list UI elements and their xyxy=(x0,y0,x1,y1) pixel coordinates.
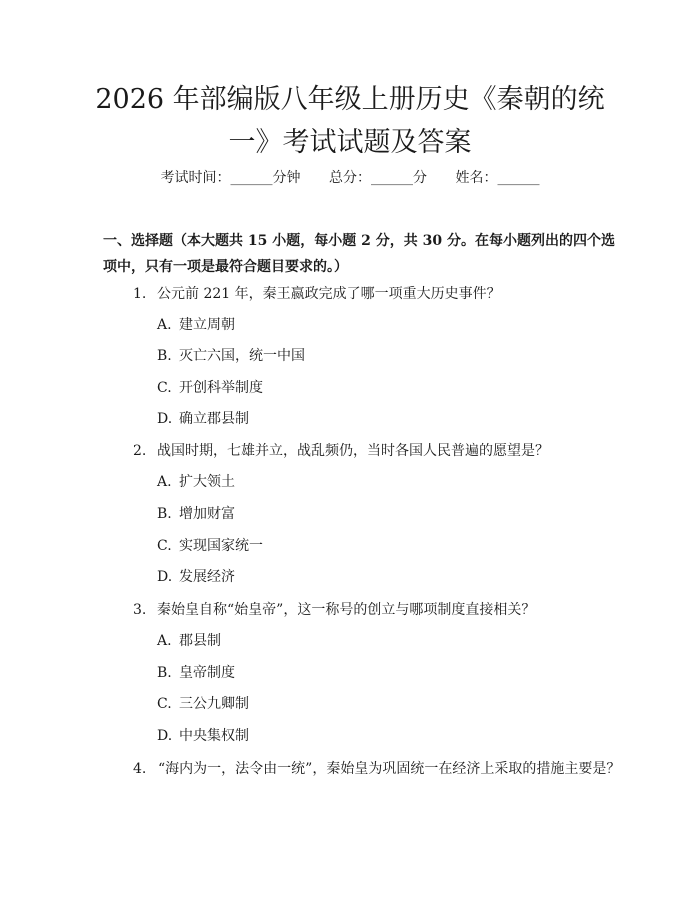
exam-meta xyxy=(0,168,700,188)
option-letter: A. xyxy=(157,317,172,333)
exam-time: 考试时间：______分钟 xyxy=(160,170,301,186)
option-letter: C. xyxy=(157,380,172,396)
option-text: 灭亡六国，统一中国 xyxy=(179,348,305,364)
option xyxy=(157,694,249,714)
question-text: 战国时期，七雄并立，战乱频仍，当时各国人民普遍的愿望是？ xyxy=(157,443,549,459)
option xyxy=(157,536,263,556)
option xyxy=(157,315,235,335)
option-letter: B. xyxy=(157,348,172,364)
student-name: 姓名：______ xyxy=(455,170,540,186)
option xyxy=(157,472,235,492)
question-number: 1. xyxy=(133,286,147,302)
option xyxy=(157,567,235,587)
option-letter: D. xyxy=(157,411,173,427)
question-2 xyxy=(133,439,613,464)
question-text: 公元前 221 年，秦王嬴政完成了哪一项重大历史事件？ xyxy=(157,286,501,302)
option-text: 中央集权制 xyxy=(179,728,249,744)
question-3 xyxy=(133,598,613,623)
option-text: 增加财富 xyxy=(179,506,235,522)
option-text: 开创科举制度 xyxy=(179,380,263,396)
document-title: 2026 年部编版八年级上册历史《秦朝的统一》考试试题及答案 xyxy=(95,84,605,158)
option xyxy=(157,346,305,366)
option-letter: A. xyxy=(157,633,172,649)
option-text: 实现国家统一 xyxy=(179,538,263,554)
option-text: 建立周朝 xyxy=(179,317,235,333)
option xyxy=(157,726,249,746)
option-letter: A. xyxy=(157,474,172,490)
section-heading: 一、选择题（本大题共 15 小题，每小题 2 分，共 30 分。在每小题列出的四个选项中，只有一项是最符合题目要求的。） xyxy=(103,233,615,275)
option-letter: C. xyxy=(157,696,172,712)
question-text: “海内为一，法令由一统”，秦始皇为巩固统一在经济上采取的措施主要是？ xyxy=(158,761,621,777)
option-text: 扩大领土 xyxy=(179,474,235,490)
option-text: 发展经济 xyxy=(179,569,235,585)
option-text: 皇帝制度 xyxy=(179,665,235,681)
option-letter: D. xyxy=(157,569,173,585)
option-text: 确立郡县制 xyxy=(179,411,249,427)
option xyxy=(157,378,263,398)
option-letter: D. xyxy=(157,728,173,744)
question-4 xyxy=(103,757,623,782)
total-score: 总分：______分 xyxy=(329,170,427,186)
option-letter: B. xyxy=(157,506,172,522)
option-text: 郡县制 xyxy=(179,633,221,649)
option xyxy=(157,631,221,651)
question-number: 3. xyxy=(133,602,147,618)
question-text: 秦始皇自称“始皇帝”，这一称号的创立与哪项制度直接相关？ xyxy=(157,602,536,618)
option xyxy=(157,504,235,524)
question-number: 2. xyxy=(133,443,147,459)
question-number: 4. xyxy=(133,761,147,777)
option-text: 三公九卿制 xyxy=(179,696,249,712)
question-1 xyxy=(133,282,613,307)
option-letter: B. xyxy=(157,665,172,681)
option xyxy=(157,663,235,683)
option-letter: C. xyxy=(157,538,172,554)
option xyxy=(157,409,249,429)
